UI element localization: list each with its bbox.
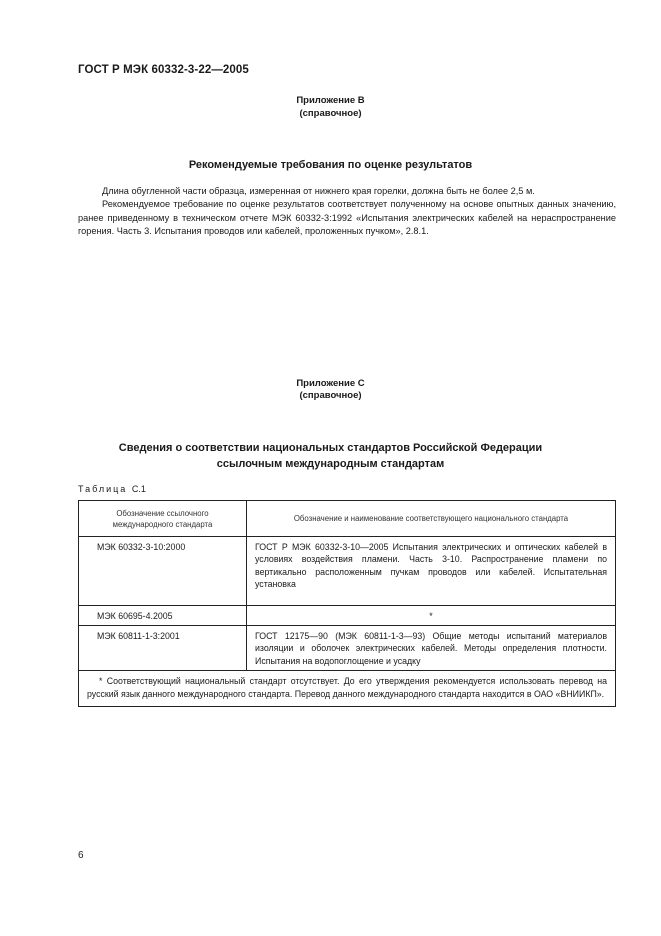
annex-b-subtitle: (справочное) xyxy=(299,108,362,119)
table-cell-national: ГОСТ Р МЭК 60332-3-10—2005 Испытания электрических и оптических кабелей в условиях воздействия пламени. Часть 3-10. Распространение пламени по вертикально расположенным пучкам проводов или кабелей. Испытательная установка xyxy=(247,537,616,606)
annex-c-title: Приложение С xyxy=(296,378,365,389)
table-header-national: Обозначение и наименование соответствующего национального стандарта xyxy=(247,501,616,537)
page-number: 6 xyxy=(78,850,84,861)
annex-c-subtitle: (справочное) xyxy=(299,390,362,401)
table-row xyxy=(79,537,616,606)
table-caption-number: С.1 xyxy=(131,484,146,494)
table-cell-national: ГОСТ 12175—90 (МЭК 60811-1-3—93) Общие методы испытаний материалов изоляции и оболочек электрических кабелей. Методы определения плотности. Испытания на водопоглощение и усадку xyxy=(247,626,616,671)
table-footnote-row xyxy=(79,671,616,707)
table-footnote xyxy=(79,671,616,707)
annex-b-title: Приложение В xyxy=(296,95,365,106)
annex-c-section-title-line2: ссылочным международным стандартам xyxy=(216,458,445,470)
standards-table xyxy=(78,500,616,707)
annex-c-section-title-line1: Сведения о соответствии национальных стандартов Российской Федерации xyxy=(118,442,543,454)
table-caption xyxy=(78,484,146,494)
table-cell-ref: МЭК 60332-3-10:2000 xyxy=(79,537,247,606)
document-header: ГОСТ Р МЭК 60332-3-22—2005 xyxy=(78,64,249,76)
table-row xyxy=(79,605,616,625)
annex-b-paragraph-1-text: Длина обугленной части образца, измеренная от нижнего края горелки, должна быть не более 2,5 м. xyxy=(102,186,535,196)
table-header-row xyxy=(79,501,616,537)
annex-b-section-title: Рекомендуемые требования по оценке результатов xyxy=(188,159,473,171)
table-cell-national: * xyxy=(247,605,616,625)
annex-b-paragraph-2-text: Рекомендуемое требование по оценке результатов соответствует полученному на основе опытных данных значению, ранее приведенному в техническом отчете МЭК 60332-3:1992 «Испытания электрических кабелей на нераспространение горения. Часть 3. Испытания проводов или кабелей, проложенных пучком», 2.8.1. xyxy=(78,199,616,236)
table-header-ref: Обозначение ссылочного международного стандарта xyxy=(79,501,247,537)
table-cell-ref: МЭК 60811-1-3:2001 xyxy=(79,626,247,671)
table-cell-ref: МЭК 60695-4.2005 xyxy=(79,605,247,625)
table-caption-label: Таблица xyxy=(78,484,128,494)
annex-b-paragraph-1 xyxy=(78,185,616,199)
annex-b-paragraph-2 xyxy=(78,198,616,239)
table-row xyxy=(79,626,616,671)
table-footnote-text: * Соответствующий национальный стандарт отсутствует. До его утверждения рекомендуется использовать перевод на русский язык данного международного стандарта. Перевод данного международного стандарта находится в ОАО «ВНИИКП». xyxy=(87,676,607,699)
